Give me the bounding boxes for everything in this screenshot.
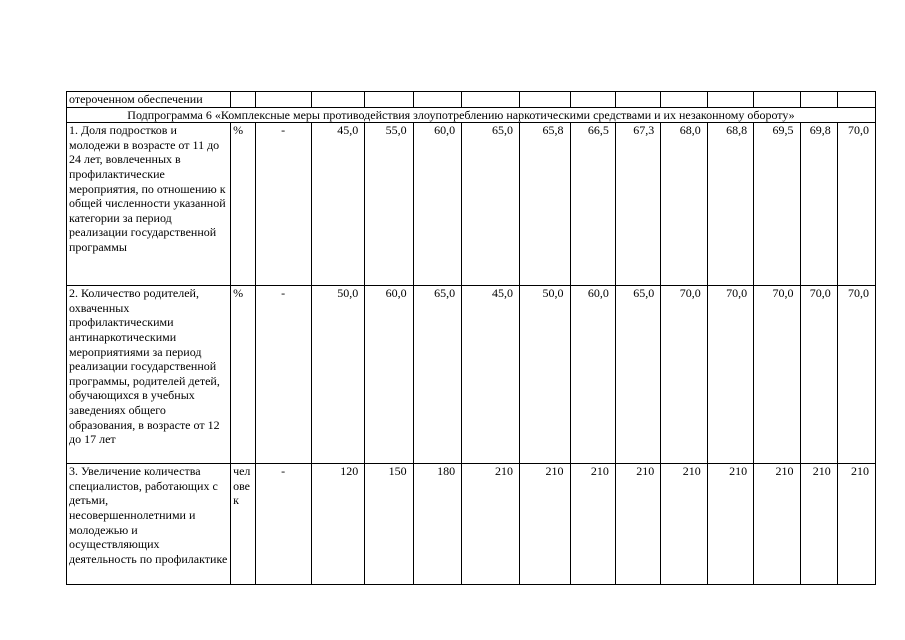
value-cell: 210 [570, 464, 615, 585]
unit-cell: % [231, 123, 256, 286]
subprogram-title: Подпрограмма 6 «Комплексные меры противодействия злоупотреблению наркотическими средствами и их незаконному обороту» [67, 107, 876, 123]
value-cell: 60,0 [413, 123, 461, 286]
value-cell: 68,0 [661, 123, 707, 286]
value-cell: 60,0 [365, 286, 413, 464]
value-cell: 120 [311, 464, 365, 585]
value-cell: 210 [800, 464, 837, 585]
value-cell: 69,8 [800, 123, 837, 286]
value-cell: 45,0 [311, 123, 365, 286]
table-row [67, 123, 876, 286]
value-cell: 65,8 [519, 123, 570, 286]
value-cell: 210 [462, 464, 520, 585]
table-row [67, 286, 876, 464]
value-cell: 65,0 [413, 286, 461, 464]
value-cell: 180 [413, 464, 461, 585]
value-cell: 69,5 [754, 123, 800, 286]
value-cell: 210 [754, 464, 800, 585]
value-cell: 70,0 [837, 286, 875, 464]
value-cell: 70,0 [837, 123, 875, 286]
base-value-cell: - [255, 464, 311, 585]
indicators-table [66, 91, 876, 585]
value-cell: 65,0 [615, 286, 660, 464]
value-cell: 210 [837, 464, 875, 585]
value-cell: 45,0 [462, 286, 520, 464]
base-value-cell: - [255, 286, 311, 464]
top-row-text: отероченном обеспечении [67, 92, 231, 108]
value-cell: 50,0 [311, 286, 365, 464]
base-value-cell: - [255, 123, 311, 286]
value-cell: 55,0 [365, 123, 413, 286]
value-cell: 70,0 [707, 286, 753, 464]
unit-cell: человек [231, 464, 256, 585]
value-cell: 60,0 [570, 286, 615, 464]
value-cell: 210 [707, 464, 753, 585]
value-cell: 210 [519, 464, 570, 585]
value-cell: 70,0 [661, 286, 707, 464]
value-cell: 150 [365, 464, 413, 585]
value-cell: 70,0 [800, 286, 837, 464]
unit-cell: % [231, 286, 256, 464]
value-cell: 210 [615, 464, 660, 585]
indicator-text: 2. Количество родителей, охваченных профилактическими антинаркотическими мероприятиями за период реализации государственной программы, родителей детей, обучающихся в учебных заведениях общего образования, в возрасте от 12 до 17 лет [67, 286, 231, 464]
value-cell: 66,5 [570, 123, 615, 286]
table-row [67, 464, 876, 585]
value-cell: 65,0 [462, 123, 520, 286]
indicator-text: 3. Увеличение количества специалистов, работающих с детьми, несовершеннолетними и молодежью и осуществляющих деятельность по профилактике [67, 464, 231, 585]
subprogram-header-row [67, 107, 876, 123]
value-cell: 70,0 [754, 286, 800, 464]
value-cell: 67,3 [615, 123, 660, 286]
table-row-top [67, 92, 876, 108]
value-cell: 210 [661, 464, 707, 585]
value-cell: 50,0 [519, 286, 570, 464]
indicator-text: 1. Доля подростков и молодежи в возрасте от 11 до 24 лет, вовлеченных в профилактические мероприятия, по отношению к общей численности указанной категории за период реализации государственной программы [67, 123, 231, 286]
value-cell: 68,8 [707, 123, 753, 286]
